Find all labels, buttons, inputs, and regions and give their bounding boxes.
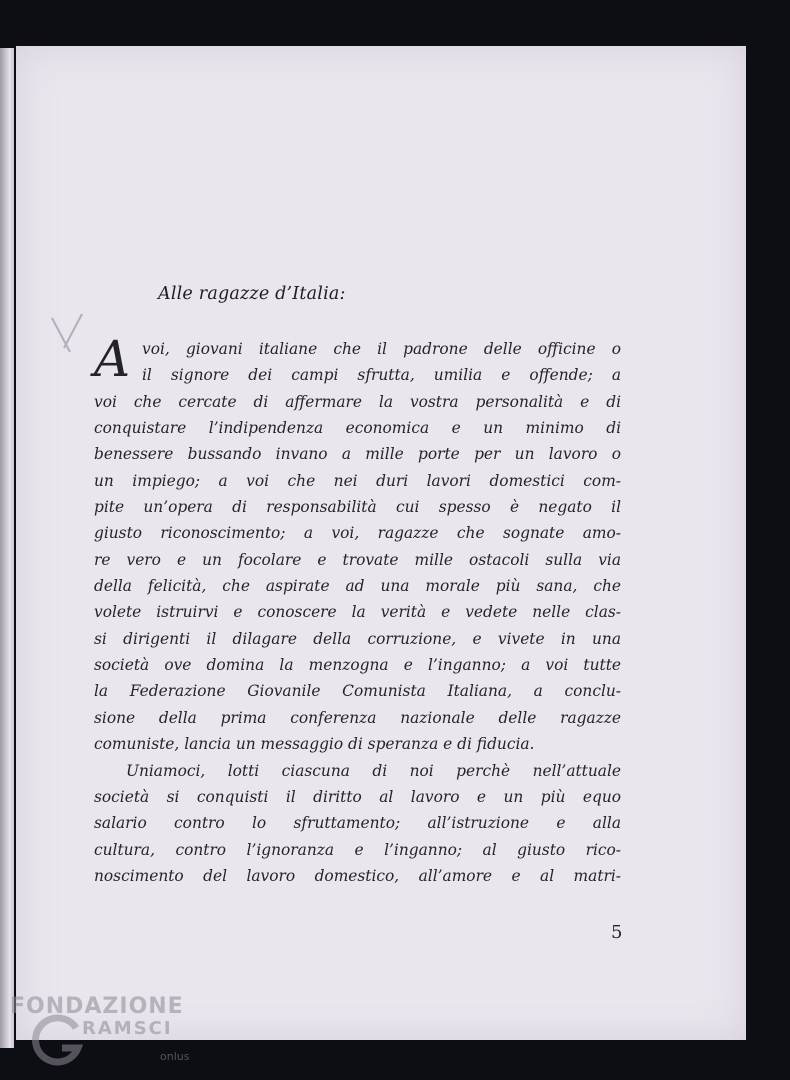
watermark-line2: RAMSCI [82,1018,173,1039]
text-line: società si conquisti il diritto al lavoro e un più equo [94,787,621,806]
text-line: sione della prima conferenza nazionale delle ragazze [94,708,621,727]
text-line: Uniamoci, lotti ciascuna di noi perchè nell’attuale [126,761,621,780]
text-line: noscimento del lavoro domestico, all’amore e al matri- [94,866,621,885]
text-line: giusto riconoscimento; a voi, ragazze che sognate amo- [94,524,621,543]
pencil-x-mark [48,312,88,356]
archive-watermark [6,994,206,1074]
text-line: volete istruirvi e conoscere la verità e vedete nelle clas- [94,603,621,622]
text-line: benessere bussando invano a mille porte per un lavoro o [94,445,621,464]
drop-cap: A [94,330,131,388]
watermark-sub: onlus [160,1050,190,1063]
letter-heading: Alle ragazze d’Italia: [158,284,346,304]
watermark-line1: FONDAZIONE [10,994,184,1019]
page-number: 5 [611,922,623,943]
text-line: un impiego; a voi che nei duri lavori domestici com- [94,471,621,490]
text-line: voi che cercate di affermare la vostra personalità e di [94,392,621,411]
text-line: cultura, contro l’ignoranza e l’inganno; al giusto rico- [94,840,621,859]
text-line: della felicità, che aspirate ad una morale più sana, che [94,577,621,596]
text-line: pite un’opera di responsabilità cui spesso è negato il [94,498,621,517]
text-line: conquistare l’indipendenza economica e un minimo di [94,419,621,438]
text-line: salario contro lo sfruttamento; all’istruzione e alla [94,814,621,833]
gramsci-logo-icon [32,1014,86,1068]
text-line: società ove domina la menzogna e l’inganno; a voi tutte [94,656,621,675]
letter-body [94,330,621,889]
text-line: comuniste, lancia un messaggio di speranza e di fiducia. [94,735,535,754]
left-page-edge [0,48,14,1048]
text-line: si dirigenti il dilagare della corruzione, e vivete in una [94,629,621,648]
text-line: il signore dei campi sfrutta, umilia e offende; a [142,366,621,385]
text-line: voi, giovani italiane che il padrone delle officine o [142,340,621,358]
text-line: la Federazione Giovanile Comunista Italiana, a conclu- [94,682,621,701]
text-line: re vero e un focolare e trovate mille ostacoli sulla via [94,550,621,569]
